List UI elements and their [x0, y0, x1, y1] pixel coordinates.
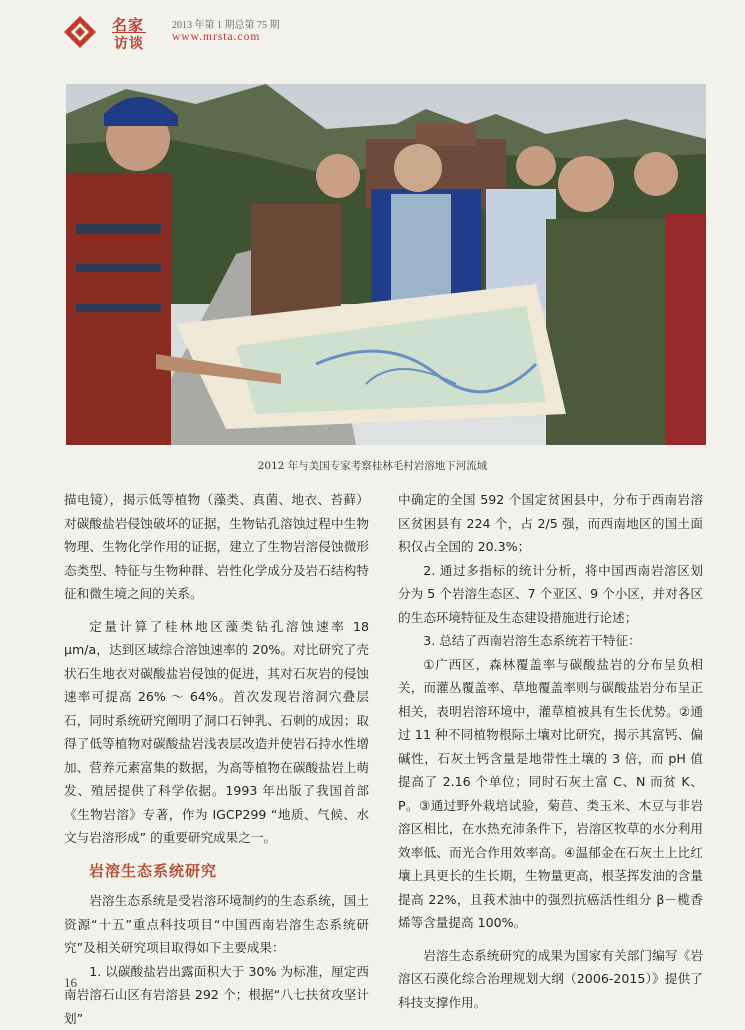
issue-info: 2013 年第 1 期总第 75 期 — [172, 16, 280, 31]
paragraph: 中确定的全国 592 个国定贫困县中，分布于西南岩溶区贫困县有 224 个，占 2/5 强，而西南地区的国土面积仅占全国的 20.3%； — [398, 488, 703, 559]
right-column — [398, 488, 703, 1014]
left-column — [64, 488, 369, 1030]
paragraph: 1. 以碳酸盐岩出露面积大于 30% 为标准，厘定西南岩溶石山区有岩溶县 292 个；根据“八七扶贫攻坚计划” — [64, 960, 369, 1030]
section-title: 岩溶生态系统研究 — [64, 860, 369, 884]
magazine-header — [62, 12, 342, 54]
paragraph: ①广西区，森林覆盖率与碳酸盐岩的分布呈负相关，而灌丛覆盖率、草地覆盖率则与碳酸盐岩分布呈正相关，表明岩溶环境中，灌草植被具有生长优势。②通过 11 种不同植物根际土壤对比研究，揭示其富钙、偏碱性，石灰土钙含量是地带性土壤的 3 倍，而 pH 值提高了 2.16 个单位；同时石灰土富 C、N 而贫 K、P。③通过野外栽培试验，菊苣、类玉米、木豆与非岩溶区相比，在水热充沛条件下，岩溶区牧草的水分利用效率低、而光合作用效率高。④温郁金在石灰土上比红壤上具更长的生长期，生物量更高，根茎挥发油的含量提高 22%，且莪术油中的强烈抗癌活性组分 β－榄香烯等含量提高 100%。 — [398, 653, 703, 935]
brand-name-bottom: 访谈 — [112, 32, 146, 53]
paragraph: 定量计算了桂林地区藻类钻孔溶蚀速率 18 μm/a，达到区域综合溶蚀速率的 20%。对比研究了壳状石生地衣对碳酸盐岩侵蚀的促进，其对石灰岩的侵蚀速率可提高 26% ～ 64%。首次发现岩溶洞穴叠层石，同时系统研究阐明了洞口石钟乳、石刺的成因；取得了低等植物对碳酸盐岩浅表层改造并使岩石持水性增加、营养元素富集的数据，为高等植物在碳酸盐岩上萌发、殖居提供了科学依据。1993 年出版了我国首部《生物岩溶》专著，作为 IGCP299 “地质、气候、水文与岩溶形成” 的重要研究成果之一。 — [64, 615, 369, 850]
website-link[interactable]: www.mrsta.com — [172, 31, 260, 43]
photo-caption: 2012 年与美国专家考察桂林毛村岩溶地下河流域 — [0, 458, 745, 473]
paragraph: 描电镜），揭示低等植物（藻类、真菌、地衣、苔藓）对碳酸盐岩侵蚀破坏的证据，生物钻孔溶蚀过程中生物物理、生物化学作用的证据，建立了生物岩溶侵蚀微形态类型、特征与生物种群、岩性化学成分及岩石结构特征和微生境之间的关系。 — [64, 488, 369, 606]
field-photo-illustration — [66, 84, 706, 445]
logo-icon — [62, 14, 98, 50]
field-photo — [66, 84, 706, 445]
page-number: 16 — [64, 975, 77, 991]
paragraph: 2. 通过多指标的统计分析，将中国西南岩溶区划分为 5 个岩溶生态区、7 个亚区、9 个小区，并对各区的生态环境特征及生态建设措施进行论述； — [398, 559, 703, 630]
paragraph: 3. 总结了西南岩溶生态系统若干特征： — [398, 629, 703, 653]
paragraph: 岩溶生态系统研究的成果为国家有关部门编写《岩溶区石漠化综合治理规划大纲（2006-2015）》提供了科技支撑作用。 — [398, 944, 703, 1015]
brand-name-top: 名家 — [112, 14, 144, 35]
paragraph: 岩溶生态系统是受岩溶环境制约的生态系统，国土资源“十五”重点科技项目“中国西南岩溶生态系统研究”及相关研究项目取得如下主要成果： — [64, 889, 369, 960]
